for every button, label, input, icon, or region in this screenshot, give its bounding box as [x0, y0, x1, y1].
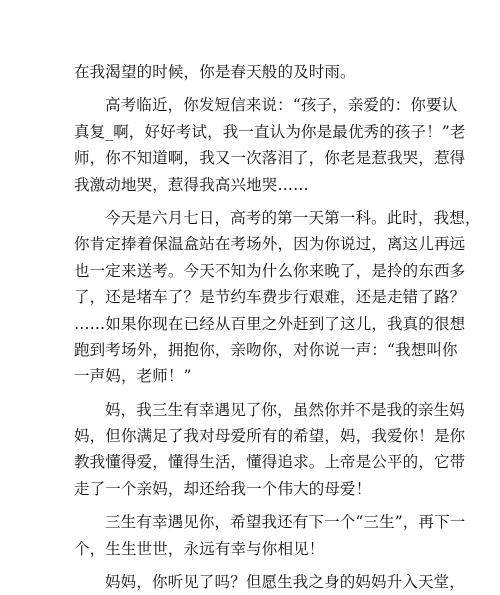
text-line: 跑到考场外，拥抱你，亲吻你，对你说一声：“我想叫你: [74, 340, 458, 359]
text-line: 在我渴望的时候，你是春天般的及时雨。: [74, 63, 356, 81]
text-line: 一声妈，老师！”: [74, 367, 192, 386]
text-line: 走了一个亲妈，却还给我一个伟大的母爱！: [74, 479, 372, 498]
text-line: ……如果你现在已经从百里之外赶到了这儿，我真的很想: [74, 314, 466, 333]
essay-body: [74, 59, 481, 595]
paragraph-6: [74, 569, 465, 595]
text-line: 妈妈，你听见了吗？但愿生我之身的妈妈升入天堂，: [105, 573, 465, 592]
text-line: 我激动地哭，惹得我高兴地哭……: [74, 175, 309, 194]
text-line: 高考临近，你发短信来说：“孩子，亲爱的：你要认: [105, 96, 458, 115]
text-line: 师，你不知道啊，我又一次落泪了，你老是惹我哭，惹得: [74, 149, 466, 168]
text-line: 妈，我三生有幸遇见了你，虽然你并不是我的亲生妈: [105, 400, 465, 419]
text-line: 了，还是堵车了？是节约车费步行艰难，还是走错了路？: [74, 288, 466, 307]
text-line: 教我懂得爱，懂得生活，懂得追求。上帝是公平的，它带: [74, 453, 466, 472]
paragraph-3: [74, 205, 481, 390]
text-line: 你肯定捧着保温盒站在考场外，因为你说过，离这儿再远: [74, 235, 466, 254]
paragraph-2: [74, 92, 466, 198]
text-line: 今天是六月七日，高考的第一天第一科。此时，我想，: [105, 208, 481, 227]
paragraph-5: [74, 509, 466, 562]
text-line: 也一定来送考。今天不知为什么你来晚了，是拎的东西多: [74, 261, 466, 280]
text-line: 妈，但你满足了我对母爱所有的希望，妈，我爱你！是你: [74, 427, 466, 446]
text-line: 三生有幸遇见你，希望我还有下一个“三生”，再下一: [105, 513, 466, 532]
text-line: 真复_啊，好好考试，我一直认为你是最优秀的孩子！”老: [74, 122, 466, 141]
text-line: 个，生生世世，永远有幸与你相见！: [74, 539, 325, 558]
paragraph-4: [74, 397, 466, 503]
paragraph-1: [74, 59, 426, 85]
